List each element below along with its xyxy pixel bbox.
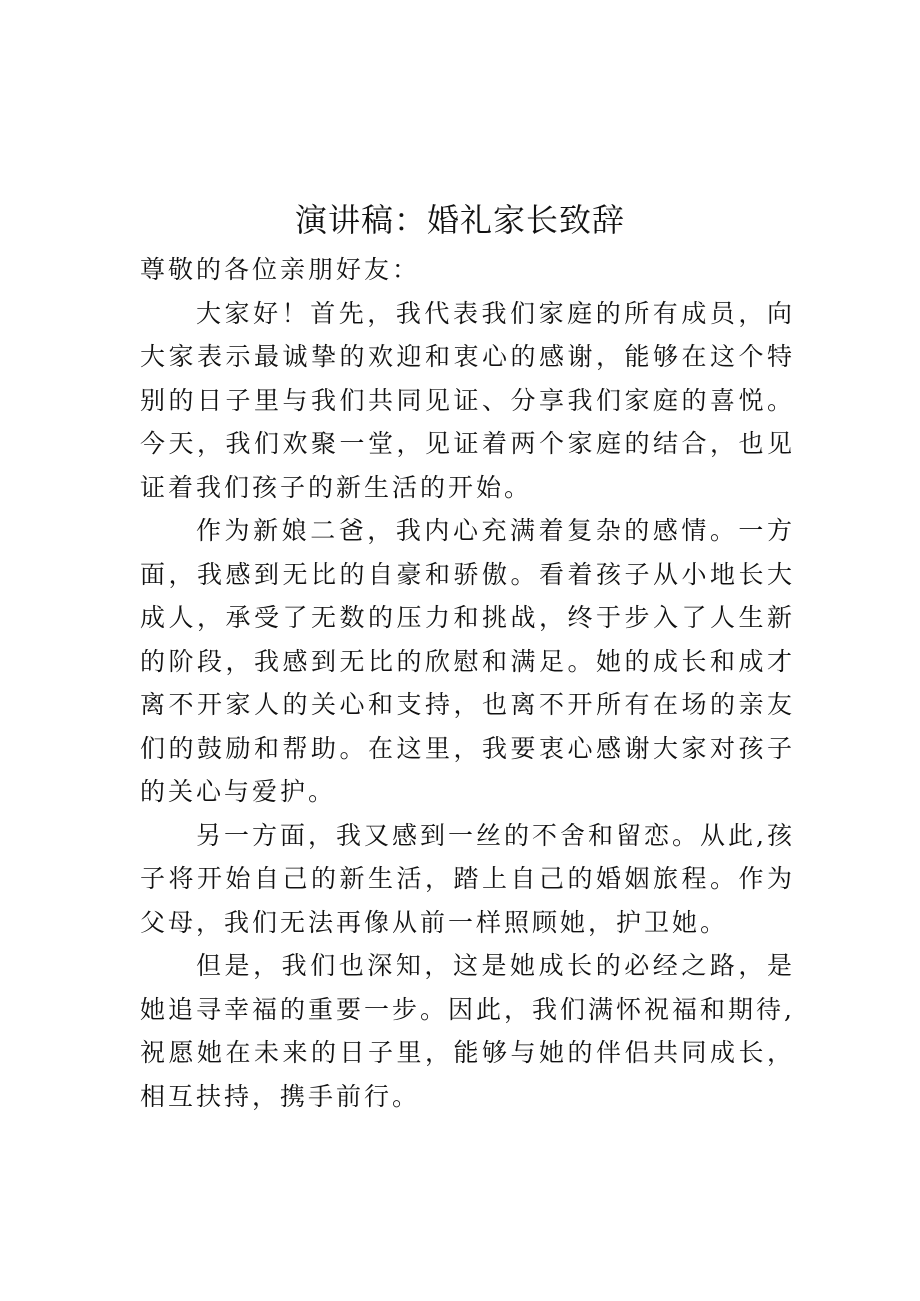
paragraph-4: 但是，我们也深知，这是她成长的必经之路，是她追寻幸福的重要一步。因此，我们满怀祝福和期待,祝愿她在未来的日子里，能够与她的伴侣共同成长，相互扶持，携手前行。 — [140, 951, 795, 1111]
paragraph-1: 大家好！首先，我代表我们家庭的所有成员，向大家表示最诚挚的欢迎和衷心的感谢，能够在这个特别的日子里与我们共同见证、分享我们家庭的喜悦。今天，我们欢聚一堂，见证着两个家庭的结合，也见证着我们孩子的新生活的开始。 — [140, 298, 795, 502]
speech-body — [140, 248, 795, 1118]
paragraph-2: 作为新娘二爸，我内心充满着复杂的感情。一方面，我感到无比的自豪和骄傲。看着孩子从小地长大成人，承受了无数的压力和挑战，终于步入了人生新的阶段，我感到无比的欣慰和满足。她的成长和成才离不开家人的关心和支持，也离不开所有在场的亲友们的鼓励和帮助。在这里，我要衷心感谢大家对孩子的关心与爱护。 — [140, 516, 795, 806]
page-title: 演讲稿：婚礼家长致辞 — [294, 201, 625, 239]
paragraph-3: 另一方面，我又感到一丝的不舍和留恋。从此,孩子将开始自己的新生活，踏上自己的婚姻旅程。作为父母，我们无法再像从前一样照顾她，护卫她。 — [140, 820, 795, 937]
salutation: 尊敬的各位亲朋好友： — [140, 255, 421, 284]
